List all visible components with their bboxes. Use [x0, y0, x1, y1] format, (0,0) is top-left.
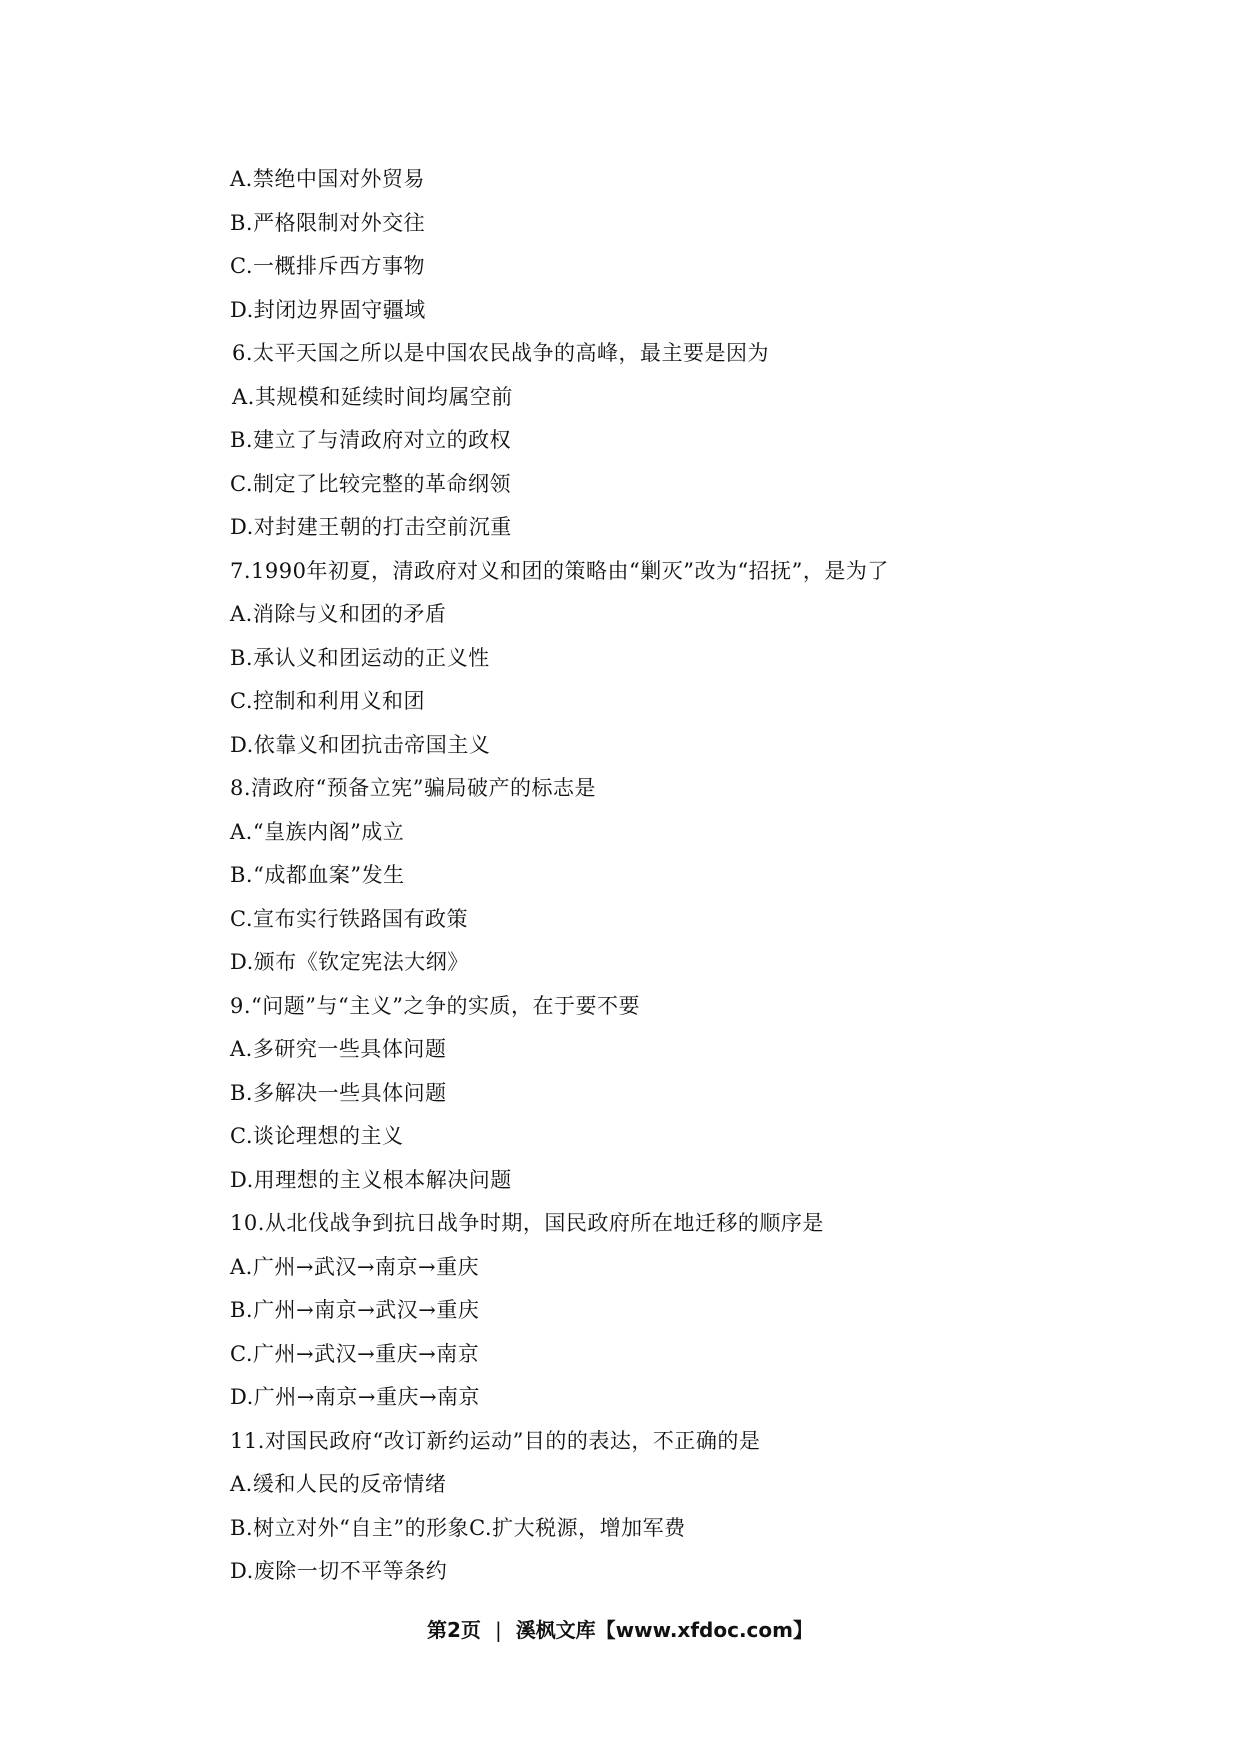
option-line: A.广州→武汉→南京→重庆	[230, 1254, 480, 1279]
question-8: 8.清政府“预备立宪”骗局破产的标志是	[230, 776, 597, 800]
option-line: B.承认义和团运动的正义性	[230, 645, 490, 670]
option-line: B.树立对外“自主”的形象C.扩大税源，增加军费	[230, 1515, 686, 1540]
option-line: A.“皇族内阁”成立	[230, 819, 405, 844]
question-10: 10.从北伐战争到抗日战争时期，国民政府所在地迁移的顺序是	[230, 1211, 824, 1235]
option-line: A.缓和人民的反帝情绪	[230, 1472, 447, 1496]
option-line: C.广州→武汉→重庆→南京	[230, 1341, 480, 1366]
option-line: A.多研究一些具体问题	[230, 1037, 447, 1061]
question-6: 6.太平天国之所以是中国农民战争的高峰，最主要是因为	[232, 341, 770, 365]
page-footer	[0, 1614, 1240, 1643]
option-line: C.一概排斥西方事物	[230, 254, 425, 278]
option-line: D.对封建王朝的打击空前沉重	[230, 515, 512, 539]
option-line: D.颁布《钦定宪法大纲》	[230, 950, 469, 974]
option-line: B.严格限制对外交往	[230, 210, 426, 235]
option-line: A.禁绝中国对外贸易	[230, 167, 425, 191]
option-line: D.依靠义和团抗击帝国主义	[230, 732, 491, 757]
site-name: 溪枫文库【www.xfdoc.com】	[515, 1618, 813, 1642]
option-line: D.用理想的主义根本解决问题	[230, 1167, 512, 1192]
option-line: A.其规模和延续时间均属空前	[232, 384, 513, 409]
option-line: C.谈论理想的主义	[230, 1124, 404, 1148]
option-line: D.废除一切不平等条约	[230, 1559, 448, 1583]
option-line: A.消除与义和团的矛盾	[230, 602, 447, 626]
question-list	[230, 158, 1130, 1594]
option-line: B.广州→南京→武汉→重庆	[230, 1298, 480, 1322]
option-line: C.制定了比较完整的革命纲领	[230, 471, 511, 496]
option-line: C.控制和利用义和团	[230, 689, 425, 713]
page-number: 第2页	[427, 1618, 481, 1642]
option-line: D.封闭边界固守疆域	[230, 297, 426, 322]
footer-separator: |	[494, 1618, 502, 1642]
option-line: B.“成都血案”发生	[230, 863, 405, 887]
option-line: B.多解决一些具体问题	[230, 1080, 447, 1105]
question-11: 11.对国民政府“改订新约运动”目的的表达，不正确的是	[230, 1428, 761, 1453]
option-line: D.广州→南京→重庆→南京	[230, 1385, 481, 1409]
question-9: 9.“问题”与“主义”之争的实质，在于要不要	[230, 993, 640, 1018]
option-line: B.建立了与清政府对立的政权	[230, 428, 512, 452]
option-line: C.宣布实行铁路国有政策	[230, 906, 468, 931]
question-7: 7.1990年初夏，清政府对义和团的策略由“剿灭”改为“招抚”，是为了	[230, 558, 889, 583]
